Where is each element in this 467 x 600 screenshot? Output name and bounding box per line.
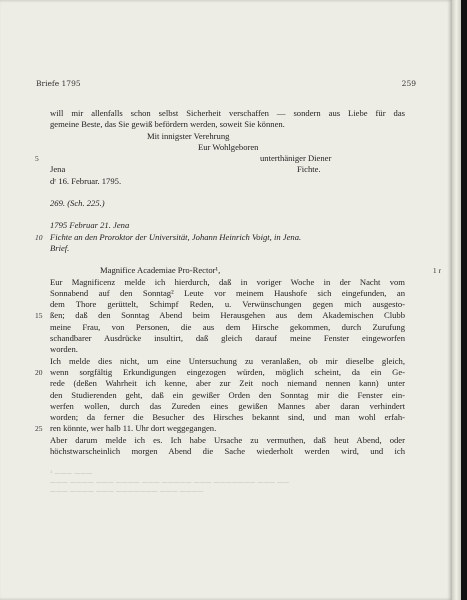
text-line [50, 367, 405, 378]
text-line [50, 108, 405, 119]
text-line [50, 142, 405, 153]
line-number: 15 [35, 311, 43, 321]
line-text: meine Frau, von Personen, die aus dem Hirsche gekommen, durch Zurufung [50, 321, 405, 332]
line-text: Eur Wohlgeboren [198, 141, 259, 152]
line-text: wenn sorgfältig Erkundigungen eingezogen würden, möglich scheint, da ein Ge- [50, 366, 405, 377]
line-text: dem Thore gerüttelt, Schimpf Reden, u. Verwünschungen gegen mich ausgesto- [50, 299, 405, 310]
text-line [35, 231, 405, 243]
text-line [50, 164, 405, 175]
text-line [50, 435, 405, 446]
line-text: schandbarer Ausdrücke insultirt, daß gleich darauf meine Fenster eingeworfen [50, 333, 405, 344]
line-text: dʳ 16. Februar. 1795. [50, 175, 122, 186]
line-text: Brief. [50, 242, 70, 253]
letter-text [35, 108, 441, 457]
text-line [50, 322, 405, 333]
line-text: werfen wollen, durch das Zureden eines gewißen Mannes aber daran verhindert [50, 400, 405, 411]
line-text: Magnifice Academiae Pro-Rector¹, [100, 265, 221, 276]
text-line [50, 220, 405, 231]
line-text: Jena [50, 164, 66, 175]
line-text: Ich melde dies nicht, um eine Untersuchung zu veranlaßen, ob mir dieselbe gleich, [50, 355, 405, 366]
line-number: 20 [35, 367, 43, 377]
text-line [50, 344, 405, 355]
paragraph-gap [50, 254, 405, 265]
line-text: Sonnabend auf den Sonntag² Leute vor meinem Haushofe sich eingefunden, an [50, 287, 405, 298]
text-line [50, 288, 405, 299]
text-line [50, 390, 405, 401]
line-text: gemeine Beste, das Sie gewiß befördern werden, soweit Sie können. [50, 119, 285, 130]
line-text: ren könnte, wer halb 11. Uhr dort weggegangen. [50, 423, 217, 434]
line-text: Mit innigster Verehrung [147, 130, 230, 141]
text-line [35, 153, 405, 164]
text-line [50, 378, 405, 389]
text-line [50, 176, 405, 187]
line-text: Fichte an den Proroktor der Universität, Johann Heinrich Voigt, in Jena. [50, 231, 302, 242]
line-text: Eur Magnificenz melde ich hierdurch, daß in voriger Woche in der Nacht vom [50, 276, 405, 287]
line-text: den Studierenden geht, daß ein gewißer Orden den Sonntag mir die Fenster ein- [50, 389, 405, 400]
line-text: höchstwarscheinlich morgen Abend die Sache wiederholt werden wird, und ich [50, 446, 405, 457]
page-number: 259 [401, 79, 416, 88]
text-line [50, 401, 405, 412]
line-text: worden. [50, 344, 78, 355]
line-text: 269. (Sch. 225.) [50, 198, 105, 209]
paragraph-gap [50, 209, 405, 220]
text-line [50, 119, 405, 130]
line-text: unterthäniger Diener [260, 153, 332, 164]
text-line [50, 131, 405, 142]
text-line [50, 277, 405, 288]
line-text: rede (deßen Wahrheit ich kenne, aber zur Zeit noch niemand nennen kann) unter [50, 378, 405, 389]
line-number: 5 [35, 154, 39, 164]
line-number: 10 [35, 232, 43, 242]
text-line [50, 243, 405, 254]
book-edge [452, 0, 467, 600]
line-text: ßen; daß den Sonntag Abend beim Herausgehen aus dem Akademischen Clubb [50, 310, 405, 321]
line-text: worden; da ferner die Besucher des Hirsches bekannt sind, und man wohl erfah- [50, 412, 405, 423]
line-number: 25 [35, 424, 43, 434]
text-line [50, 265, 441, 276]
text-line [50, 198, 405, 209]
line-text: 1795 Februar 21. Jena [50, 220, 130, 231]
signature: Fichte. [297, 164, 321, 175]
text-line [50, 446, 405, 457]
line-text: Aber darum melde ich es. Ich habe Ursache zu vermuthen, daß heut Abend, oder [50, 434, 405, 445]
line-text: will mir allenfalls schon selbst Sicherheit verschaffen — sondern aus Liebe für das [50, 108, 405, 118]
paragraph-gap [50, 187, 405, 198]
text-line [50, 423, 405, 434]
footnotes-faded: ¹ ——— ——— ——— ———— ——— ———— ——— ————— ——— ——————— ——— —— ——— ———— ——— ——————— ——— ———— [50, 470, 290, 495]
running-head: Briefe 1795 [36, 79, 81, 88]
text-line [50, 333, 405, 344]
folio-marker: 1 r [432, 266, 441, 276]
text-line [50, 310, 405, 321]
